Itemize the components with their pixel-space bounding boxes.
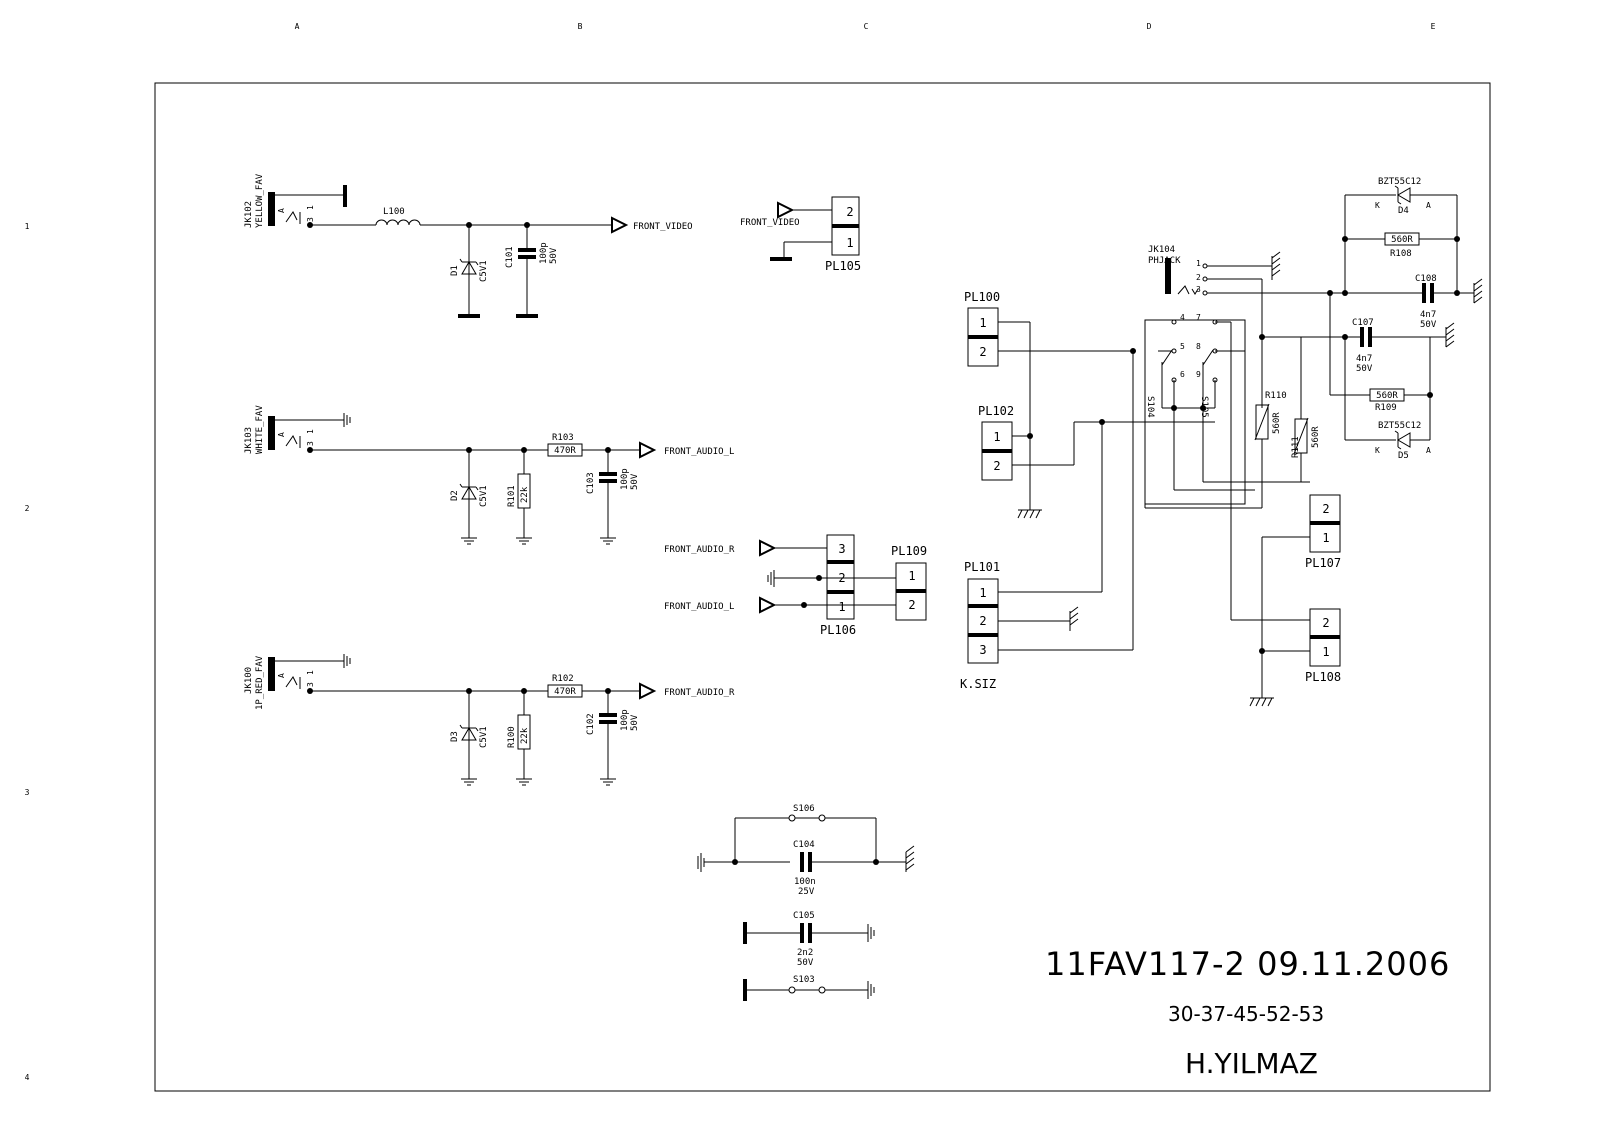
resistor-r100 <box>507 691 532 785</box>
d1-value: C5V1 <box>479 260 489 282</box>
jk104-name: PHJACK <box>1148 256 1181 266</box>
pl107-ref: PL107 <box>1305 556 1342 570</box>
c105-value: 2n2 <box>797 948 814 958</box>
jk104-ref: JK104 <box>1148 245 1176 255</box>
jk104-pin-3: 3 <box>1196 285 1201 294</box>
audio-left-section <box>244 405 734 544</box>
author-name: H.YILMAZ <box>1185 1047 1318 1080</box>
net-front-audio-l-label: FRONT_AUDIO_L <box>664 447 735 457</box>
pl108-pin-2: 2 <box>1322 616 1330 630</box>
jk103-pin-1: 1 <box>306 429 315 434</box>
pl106-net-l: FRONT_AUDIO_L <box>664 602 735 612</box>
r101-ref: R101 <box>507 485 517 507</box>
pl100-pin-2: 2 <box>979 345 987 359</box>
resistor-r102 <box>548 674 582 697</box>
net-front-audio-r-label: FRONT_AUDIO_R <box>664 688 735 698</box>
c107-rating: 50V <box>1356 364 1373 374</box>
r111-value: 560R <box>1311 426 1321 448</box>
title-block <box>1045 945 1450 1080</box>
jack-jk102 <box>244 173 345 228</box>
c104-ref: C104 <box>793 840 815 850</box>
diode-d1 <box>450 225 489 316</box>
c103-ref: C103 <box>586 472 596 494</box>
jk102-pin-1: 1 <box>306 205 315 210</box>
d4-a: A <box>1426 201 1431 210</box>
switch-s106 <box>735 804 876 821</box>
col-label-b: B <box>577 22 583 31</box>
pl100-ref: PL100 <box>964 290 1001 304</box>
c108-value: 4n7 <box>1420 310 1437 320</box>
s104-pin-6: 6 <box>1180 370 1185 379</box>
r103-ref: R103 <box>552 433 574 443</box>
jk100-name: 1P_RED_FAV <box>255 655 265 710</box>
r101-value: 22k <box>520 486 530 503</box>
doc-id: 11FAV117-2 09.11.2006 <box>1045 945 1451 983</box>
jk103-ref: JK103 <box>244 426 254 454</box>
d3-ref: D3 <box>450 731 460 742</box>
jk100-pin-a: A <box>277 673 286 678</box>
c102-ref: C102 <box>586 713 596 735</box>
pl107-pin-2: 2 <box>1322 502 1330 516</box>
zener-d5 <box>1345 421 1431 461</box>
d5-k: K <box>1375 446 1380 455</box>
pl105-pin-2: 2 <box>846 205 854 219</box>
r103-value: 470R <box>554 446 576 456</box>
s103-ref: S103 <box>793 975 815 985</box>
c108-rating: 50V <box>1420 320 1437 330</box>
col-label-e: E <box>1430 22 1436 31</box>
pl102-pin-1: 1 <box>993 430 1001 444</box>
diode-d2 <box>450 450 489 544</box>
s104-pin-5: 5 <box>1180 342 1185 351</box>
c103-value: 100p <box>620 468 630 490</box>
jk104-pin-2: 2 <box>1196 273 1201 282</box>
s105-pin-8: 8 <box>1196 342 1201 351</box>
connector-pl105 <box>740 197 861 273</box>
d5-value: BZT55C12 <box>1378 421 1422 431</box>
pl105-ref: PL105 <box>825 259 862 273</box>
r109-ref: R109 <box>1375 403 1397 413</box>
pl105-pin-1: 1 <box>846 236 854 250</box>
capacitor-c105 <box>745 911 874 968</box>
r102-ref: R102 <box>552 674 574 684</box>
pl106-pin-1: 1 <box>838 600 846 614</box>
pl102-pin-2: 2 <box>993 459 1001 473</box>
jk103-pin-3: 3 <box>306 441 315 446</box>
jack-jk104 <box>1148 245 1420 405</box>
sheet-frame <box>25 22 1490 1091</box>
pl101-pin-2: 2 <box>979 614 987 628</box>
switch-s103 <box>745 975 874 1001</box>
pl109-pin-1: 1 <box>908 569 916 583</box>
jack-jk100 <box>244 654 350 710</box>
connector-pl102 <box>978 404 1215 480</box>
connector-pl108 <box>1231 609 1341 706</box>
pl105-net-label: FRONT_VIDEO <box>740 218 800 228</box>
row-label-1: 1 <box>24 222 30 231</box>
c101-rating: 50V <box>549 247 559 264</box>
d4-value: BZT55C12 <box>1378 177 1422 187</box>
d4-k: K <box>1375 201 1380 210</box>
jack-jk103 <box>244 405 350 454</box>
capacitor-c108 <box>1415 274 1482 330</box>
r108-ref: R108 <box>1390 249 1412 259</box>
c105-ref: C105 <box>793 911 815 921</box>
capacitor-c104 <box>793 840 906 897</box>
diode-d3 <box>450 691 489 785</box>
net-front-video-label: FRONT_VIDEO <box>633 222 693 232</box>
resistor-r101 <box>507 450 532 544</box>
s104-pin-4: 4 <box>1180 313 1185 322</box>
r100-value: 22k <box>520 727 530 744</box>
d2-value: C5V1 <box>479 485 489 507</box>
c104-rating: 25V <box>798 887 815 897</box>
r108-value: 560R <box>1391 235 1413 245</box>
video-input-section <box>244 173 693 316</box>
zener-d4 <box>1345 177 1457 216</box>
audio-right-section <box>244 654 735 785</box>
d2-ref: D2 <box>450 490 460 501</box>
pl109-ref: PL109 <box>891 544 928 558</box>
inductor-l100 <box>376 207 420 225</box>
switch-s105 <box>1196 313 1310 620</box>
pl106-ref: PL106 <box>820 623 857 637</box>
r110-ref: R110 <box>1265 391 1287 401</box>
s106-ref: S106 <box>793 804 815 814</box>
s104-ref: S104 <box>1145 396 1155 418</box>
r102-value: 470R <box>554 687 576 697</box>
pl102-ref: PL102 <box>978 404 1015 418</box>
r100-ref: R100 <box>507 726 517 748</box>
d1-ref: D1 <box>450 265 460 276</box>
jk104-pin-1: 1 <box>1196 259 1201 268</box>
pl101-note: K.SIZ <box>960 677 997 691</box>
net-label-front-video-1 <box>612 218 693 232</box>
c102-value: 100p <box>620 709 630 731</box>
l100-ref: L100 <box>383 207 405 217</box>
s105-pin-9: 9 <box>1196 370 1201 379</box>
r111-ref: R111 <box>1291 436 1301 458</box>
s106-c104-group <box>698 804 914 897</box>
pl101-pin-1: 1 <box>979 586 987 600</box>
jk103-name: WHITE_FAV <box>255 405 265 454</box>
col-label-d: D <box>1146 22 1152 31</box>
net-label-front-audio-r-1 <box>640 684 735 698</box>
pl106-pin-3: 3 <box>838 542 846 556</box>
capacitor-c103 <box>586 450 640 544</box>
capacitor-c107 <box>1352 318 1454 374</box>
jk102-name: YELLOW_FAV <box>255 173 265 228</box>
pl101-ref: PL101 <box>964 560 1001 574</box>
connector-pl106-pl109 <box>664 535 927 637</box>
row-label-3: 3 <box>24 788 30 797</box>
jk103-pin-a: A <box>277 432 286 437</box>
c107-value: 4n7 <box>1356 354 1373 364</box>
capacitor-c101 <box>505 225 559 316</box>
pl106-pin-2: 2 <box>838 571 846 585</box>
resistor-r108 <box>1345 233 1457 259</box>
d5-a: A <box>1426 446 1431 455</box>
s105-pin-7: 7 <box>1196 313 1201 322</box>
pl101-pin-3: 3 <box>979 643 987 657</box>
right-filter-network <box>1259 177 1482 461</box>
row-label-4: 4 <box>24 1073 30 1082</box>
net-label-front-audio-l-1 <box>640 443 734 457</box>
c101-ref: C101 <box>505 246 515 268</box>
jk102-pin-3: 3 <box>306 217 315 222</box>
resistor-r111 <box>1291 337 1321 482</box>
c102-rating: 50V <box>630 714 640 731</box>
connector-pl101 <box>960 348 1136 691</box>
capacitor-c102 <box>586 691 640 785</box>
col-label-c: C <box>863 22 869 31</box>
d4-ref: D4 <box>1398 206 1409 216</box>
c103-rating: 50V <box>630 473 640 490</box>
r109-value: 560R <box>1376 391 1398 401</box>
pl100-pin-1: 1 <box>979 316 987 330</box>
d3-value: C5V1 <box>479 726 489 748</box>
pl108-pin-1: 1 <box>1322 645 1330 659</box>
pl107-pin-1: 1 <box>1322 531 1330 545</box>
r110-value: 560R <box>1272 412 1282 434</box>
connector-pl100 <box>964 290 1133 366</box>
jk100-pin-3: 3 <box>306 682 315 687</box>
d5-ref: D5 <box>1398 451 1409 461</box>
jk102-ref: JK102 <box>244 200 254 228</box>
pl109-pin-2: 2 <box>908 598 916 612</box>
jk102-pin-a: A <box>277 208 286 213</box>
resistor-r103 <box>548 433 582 456</box>
c107-ref: C107 <box>1352 318 1374 328</box>
c101-value: 100p <box>539 242 549 264</box>
pl106-net-r: FRONT_AUDIO_R <box>664 545 735 555</box>
model-list: 30-37-45-52-53 <box>1168 1002 1325 1026</box>
row-label-2: 2 <box>24 504 30 513</box>
c104-value: 100n <box>794 877 816 887</box>
jk100-ref: JK100 <box>244 666 254 694</box>
c108-ref: C108 <box>1415 274 1437 284</box>
connector-pl107 <box>1262 495 1341 698</box>
pl108-ref: PL108 <box>1305 670 1342 684</box>
jk100-pin-1: 1 <box>306 670 315 675</box>
s105-ref: S105 <box>1199 396 1209 418</box>
c105-rating: 50V <box>797 958 814 968</box>
col-label-a: A <box>294 22 300 31</box>
